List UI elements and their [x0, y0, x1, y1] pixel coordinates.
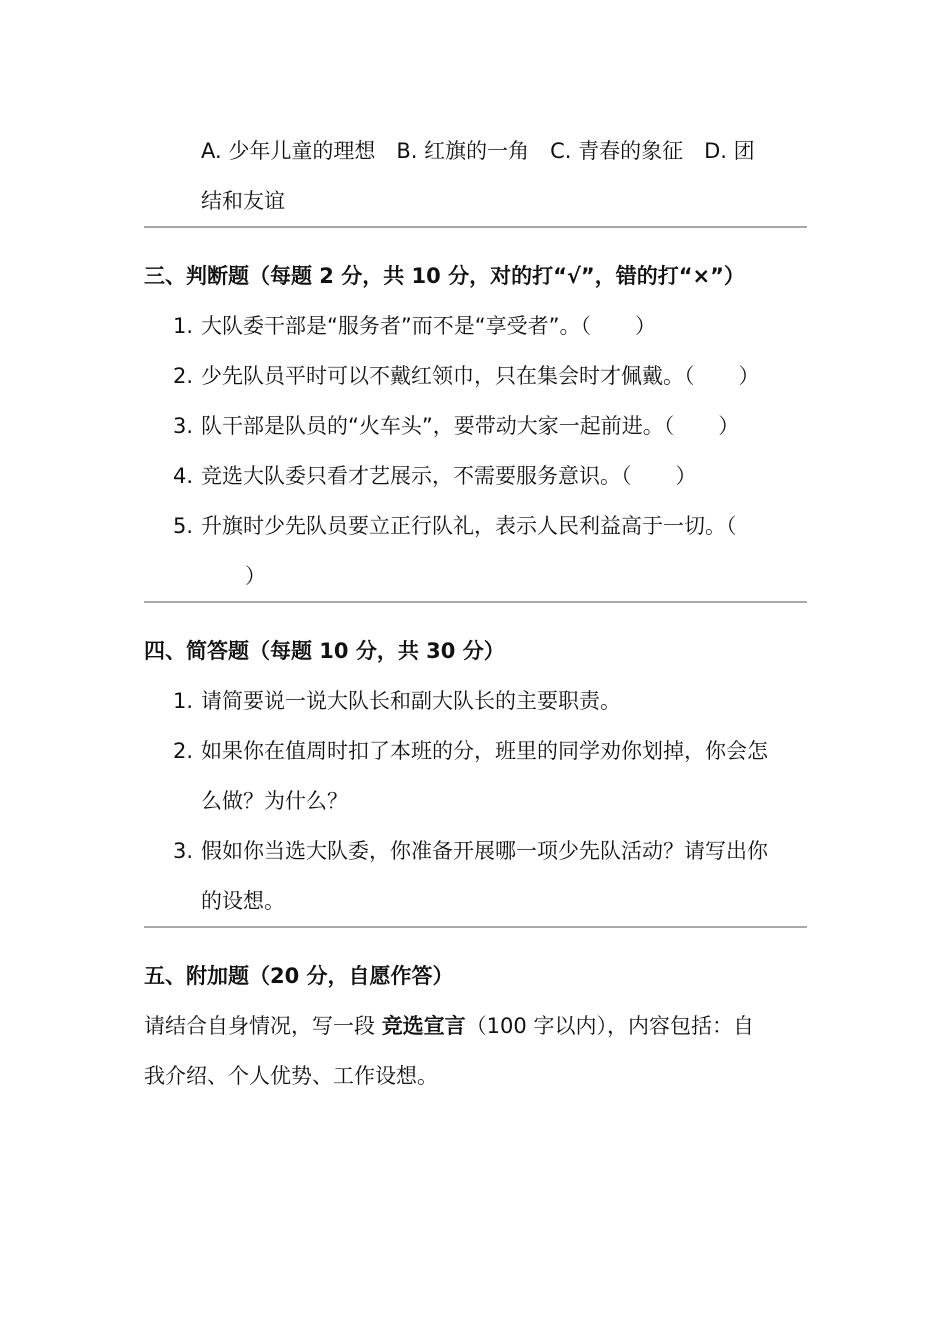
item-number: 3. — [173, 839, 194, 863]
item-close-paren: ） — [675, 464, 697, 488]
item-number: 2. — [173, 364, 194, 388]
short-answer-item-2 — [173, 726, 807, 776]
judgement-item-2 — [173, 351, 807, 401]
item-text: 假如你当选大队委，你准备开展哪一项少先队活动？请写出你 — [201, 839, 768, 863]
section-5-prompt — [144, 1001, 807, 1101]
prompt-line-1 — [144, 1001, 807, 1051]
judgement-item-3 — [173, 401, 807, 451]
item-close-paren: ） — [738, 364, 760, 388]
item-text: 竞选大队委只看才艺展示，不需要服务意识。（ — [201, 464, 632, 488]
prompt-bold-text: 竞选宣言 — [381, 1014, 466, 1038]
item-close-paren: ） — [635, 314, 657, 338]
section-4-heading: 四、简答题（每题 10 分，共 30 分） — [144, 639, 505, 663]
section-4-items — [144, 676, 807, 926]
judgement-item-5-cont — [201, 551, 807, 601]
section-3-heading: 三、判断题（每题 2 分，共 10 分，对的打“√”，错的打“×”） — [144, 264, 745, 288]
item-close-paren: ） — [718, 414, 740, 438]
item-close-paren: ） — [245, 564, 266, 588]
exam-content — [144, 126, 807, 1101]
options-line-2: 结和友谊 — [201, 189, 285, 213]
short-answer-item-1 — [173, 676, 807, 726]
item-number: 4. — [173, 464, 194, 488]
section-divider — [144, 926, 807, 928]
item-text: 大队委干部是“服务者”而不是“享受者”。（ — [201, 314, 592, 338]
previous-question-options — [144, 126, 807, 226]
item-text: 队干部是队员的“火车头”，要带动大家一起前进。（ — [201, 414, 675, 438]
item-number: 3. — [173, 414, 194, 438]
prompt-line-2: 我介绍、个人优势、工作设想。 — [144, 1064, 438, 1088]
item-text: 少先队员平时可以不戴红领巾，只在集会时才佩戴。（ — [201, 364, 695, 388]
short-answer-item-3 — [173, 826, 807, 876]
item-number: 1. — [173, 689, 194, 713]
item-number: 5. — [173, 514, 194, 538]
judgement-item-1 — [173, 301, 807, 351]
section-5-heading: 五、附加题（20 分，自愿作答） — [144, 964, 454, 988]
item-text: 如果你在值周时扣了本班的分，班里的同学劝你划掉，你会怎 — [201, 739, 768, 763]
item-number: 2. — [173, 739, 194, 763]
judgement-item-5 — [173, 501, 807, 551]
section-3-items — [144, 301, 807, 601]
section-divider — [144, 226, 807, 228]
prompt-text-cont: （100 字以内），内容包括：自 — [465, 1014, 754, 1038]
section-divider — [144, 601, 807, 603]
short-answer-item-3-cont: 的设想。 — [201, 889, 285, 913]
options-line-1: A. 少年儿童的理想 B. 红旗的一角 C. 青春的象征 D. 团 — [201, 139, 755, 163]
item-text: 请简要说一说大队长和副大队长的主要职责。 — [201, 689, 621, 713]
item-number: 1. — [173, 314, 194, 338]
judgement-item-4 — [173, 451, 807, 501]
prompt-text: 请结合自身情况，写一段 — [144, 1014, 382, 1038]
item-text: 升旗时少先队员要立正行队礼，表示人民利益高于一切。（ — [201, 514, 737, 538]
short-answer-item-2-cont: 么做？为什么？ — [201, 789, 348, 813]
